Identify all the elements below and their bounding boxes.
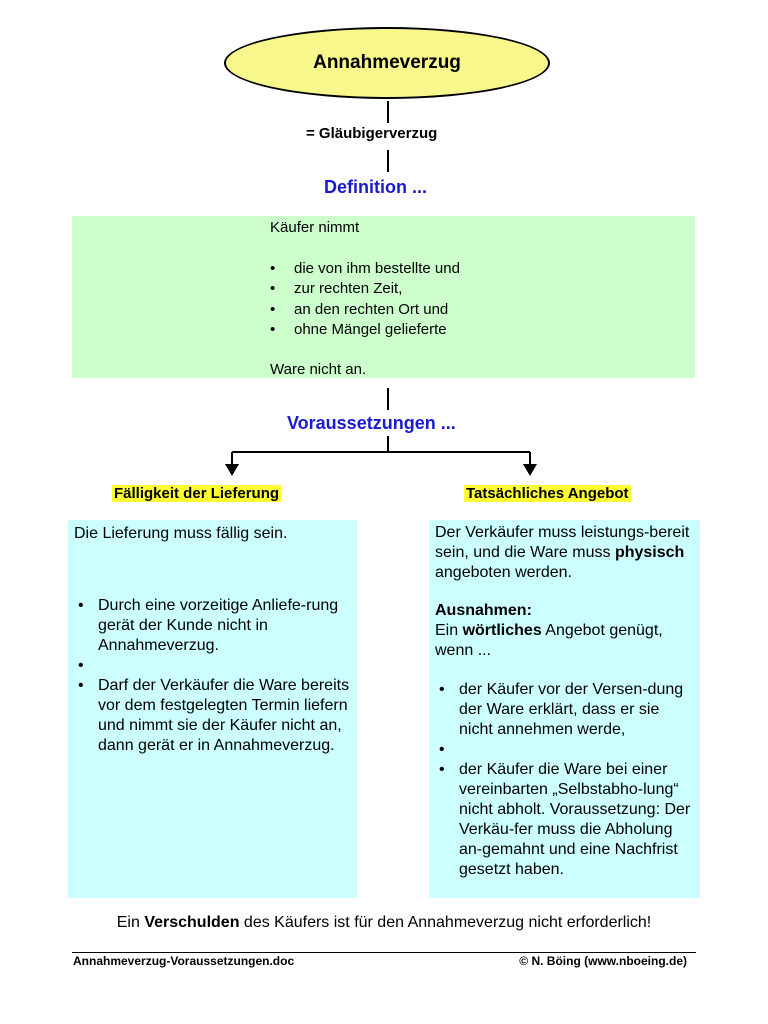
spacer [435, 740, 694, 760]
left-condition-box [68, 520, 357, 898]
exceptions-bold: wörtliches [462, 622, 542, 639]
footer-copyright: © N. Böing (www.nboeing.de) [519, 954, 687, 968]
bottom-note [0, 914, 768, 932]
footer-filename: Annahmeverzug-Voraussetzungen.doc [73, 954, 295, 968]
left-list [74, 596, 351, 756]
right-intro [435, 523, 694, 583]
definition-outro: Ware nicht an. [270, 360, 367, 378]
right-intro-bold: physisch [614, 544, 685, 561]
exceptions-label [435, 601, 694, 621]
arrow-right-head [523, 464, 537, 476]
exceptions-label-text: Ausnahmen: [435, 602, 532, 619]
left-intro: Die Lieferung muss fällig sein. [74, 525, 288, 542]
right-intro-text: Der Verkäufer muss leistungs-bereit sein, und die Ware muss [435, 524, 690, 561]
list-item: • der Käufer die Ware bei einer vereinbarten „Selbstabho-lung“ nicht abholt. Voraussetzung: Der Verkäu-fer muss die Abholung an-gemahnt und eine Nachfrist gesetzt haben. [435, 760, 694, 880]
list-item: • zur rechten Zeit, [270, 279, 460, 300]
arrow-left-head [225, 464, 239, 476]
right-list [435, 680, 694, 880]
definition-intro: Käufer nimmt [270, 219, 360, 236]
synonym-label: = Gläubigerverzug [306, 125, 438, 142]
right-intro-text-end: angeboten werden. [435, 564, 572, 581]
list-item: • die von ihm bestellte und [270, 259, 460, 280]
list-item: • an den rechten Ort und [270, 300, 460, 321]
list-item: • Darf der Verkäufer die Ware bereits vor dem festgelegten Termin liefern und nimmt sie der Käufer nicht an, dann gerät er in Annahmeverzug. [74, 676, 351, 756]
bottom-note-start: Ein [116, 914, 145, 931]
left-heading: Fälligkeit der Lieferung [114, 485, 280, 502]
right-condition-box [429, 520, 700, 898]
list-item: • ohne Mängel gelieferte [270, 320, 460, 341]
right-heading: Tatsächliches Angebot [466, 485, 629, 502]
page-title: Annahmeverzug [313, 52, 461, 73]
exceptions-text [435, 621, 694, 661]
list-item: • der Käufer vor der Versen-dung der Ware erklärt, dass er sie nicht annehmen werde, [435, 680, 694, 740]
prerequisites-heading: Voraussetzungen ... [287, 413, 456, 433]
bottom-note-bold: Verschulden [144, 914, 240, 931]
definition-heading: Definition ... [324, 177, 427, 197]
spacer [74, 656, 351, 676]
bottom-note-end: des Käufers ist für den Annahmeverzug nicht erforderlich! [239, 914, 652, 931]
list-item: • Durch eine vorzeitige Anliefe-rung gerät der Kunde nicht in Annahmeverzug. [74, 596, 351, 656]
exceptions-text-end: Angebot genügt, wenn ... [435, 622, 663, 659]
footer-divider [72, 952, 696, 953]
branch-arrows [0, 0, 768, 490]
exceptions-text-start: Ein [435, 622, 463, 639]
